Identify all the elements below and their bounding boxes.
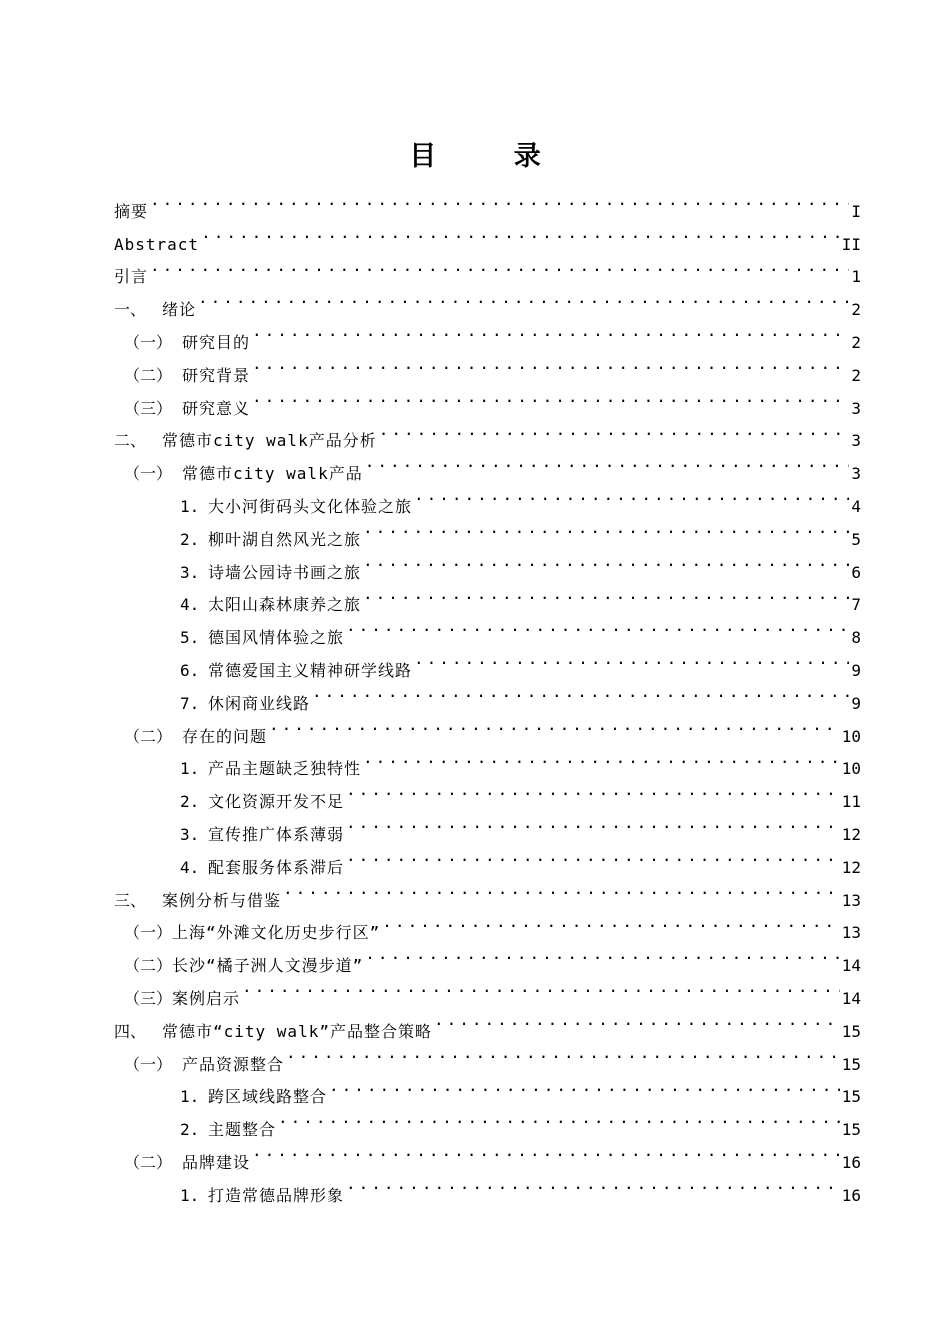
toc-entry-page-number: 11	[841, 792, 861, 812]
toc-entry-page-number: I	[851, 201, 861, 221]
dot-leader	[346, 610, 849, 643]
toc-entry-number: 1.	[180, 759, 200, 779]
toc-entry-page-number: 16	[841, 1152, 861, 1172]
toc-entry-number: （一）	[124, 1054, 173, 1074]
toc-entry[interactable]	[114, 250, 861, 287]
toc-entry-number: 7.	[180, 693, 200, 713]
toc-entry-number: 1.	[180, 496, 200, 516]
toc-entry-title: 上海“外滩文化历史步行区”	[172, 923, 381, 943]
dot-leader	[278, 1102, 840, 1135]
toc-entry-title: 绪论	[162, 300, 197, 320]
toc-entry-title: 研究意义	[182, 398, 251, 418]
toc-entry-page-number: 15	[841, 1087, 861, 1107]
toc-entry-page-number: 5	[851, 529, 861, 549]
toc-entry-title: 常德市“city walk”产品整合策略	[162, 1021, 432, 1041]
dot-leader	[414, 479, 849, 512]
toc-entry-page-number: 12	[841, 824, 861, 844]
page-title: 目 录	[409, 141, 575, 172]
toc-entry-number: 4.	[180, 857, 200, 877]
toc-entry-number: 2.	[180, 1120, 200, 1140]
toc-entry-page-number: 1	[851, 267, 861, 287]
toc-entry-page-number: 3	[851, 464, 861, 484]
dot-leader	[198, 282, 849, 315]
dot-leader	[283, 873, 840, 906]
toc-entry-page-number: 2	[851, 332, 861, 352]
toc-entry-number: 四、	[114, 1021, 147, 1041]
toc-entry-number: （三）	[124, 988, 173, 1008]
toc-entry-title: 案例启示	[172, 988, 241, 1008]
dot-leader	[242, 971, 840, 1004]
dot-leader	[379, 414, 850, 447]
toc-entry-number: （二）	[124, 1152, 173, 1172]
toc-entry[interactable]	[114, 184, 861, 221]
toc-entry-title: 常德爱国主义精神研学线路	[208, 660, 413, 680]
toc-entry[interactable]	[114, 282, 861, 320]
toc-entry-title: 配套服务体系滞后	[208, 857, 345, 877]
toc-entry-page-number: 15	[841, 1054, 861, 1074]
toc-entry-page-number: 3	[851, 431, 861, 451]
dot-leader	[414, 643, 849, 676]
dot-leader	[286, 1037, 840, 1070]
toc-entry-number: 6.	[180, 660, 200, 680]
dot-leader	[312, 676, 849, 709]
toc-entry-number: （二）	[124, 365, 173, 385]
toc-entry-title: 品牌建设	[182, 1152, 251, 1172]
toc-entry-title: 跨区域线路整合	[208, 1087, 328, 1107]
toc-entry-title: 产品主题缺乏独特性	[208, 759, 362, 779]
toc-entry-title: 文化资源开发不足	[208, 792, 345, 812]
toc-entry-page-number: 3	[851, 398, 861, 418]
toc-entry-title: 休闲商业线路	[208, 693, 311, 713]
toc-entry-title: Abstract	[114, 234, 200, 254]
toc-entry-number: 一、	[114, 300, 147, 320]
toc-entry-number: （一）	[124, 464, 173, 484]
toc-entry-title: 常德市city walk产品分析	[162, 431, 377, 451]
toc-entry-title: 长沙“橘子洲人文漫步道”	[172, 956, 364, 976]
toc-entry[interactable]	[114, 217, 861, 254]
toc-entry-title: 研究目的	[182, 332, 251, 352]
dot-leader	[346, 774, 840, 807]
toc-entry-number: （二）	[124, 956, 173, 976]
dot-leader	[252, 1135, 840, 1168]
toc-entry-number: 2.	[180, 529, 200, 549]
toc-entry-page-number: 13	[841, 890, 861, 910]
toc-entry-number: 4.	[180, 595, 200, 615]
dot-leader	[382, 906, 839, 939]
dot-leader	[150, 250, 849, 283]
toc-entry-page-number: 2	[851, 300, 861, 320]
toc-entry-page-number: 2	[851, 365, 861, 385]
toc-entry-page-number: 7	[851, 595, 861, 615]
toc-entry-title: 柳叶湖自然风光之旅	[208, 529, 362, 549]
toc-entry-title: 主题整合	[208, 1120, 277, 1140]
table-of-contents	[114, 184, 861, 1205]
toc-entry-page-number: 6	[851, 562, 861, 582]
toc-entry-page-number: 14	[841, 956, 861, 976]
toc-entry-title: 宣传推广体系薄弱	[208, 824, 345, 844]
toc-entry-number: （一）	[124, 332, 173, 352]
toc-entry-number: 三、	[114, 890, 147, 910]
toc-entry-number: （二）	[124, 726, 173, 746]
toc-entry-title: 存在的问题	[182, 726, 268, 746]
dot-leader	[201, 217, 840, 250]
dot-leader	[363, 742, 840, 775]
dot-leader	[434, 1004, 840, 1037]
toc-entry-page-number: 9	[851, 660, 861, 680]
toc-entry-page-number: 9	[851, 693, 861, 713]
dot-leader	[346, 1168, 840, 1201]
dot-leader	[329, 1070, 840, 1103]
toc-entry-title: 产品资源整合	[182, 1054, 285, 1074]
dot-leader	[363, 578, 849, 611]
toc-entry-page-number: 4	[851, 496, 861, 516]
toc-entry-title: 案例分析与借鉴	[162, 890, 282, 910]
toc-entry-title: 诗墙公园诗书画之旅	[208, 562, 362, 582]
toc-entry-page-number: 10	[841, 759, 861, 779]
toc-entry-title: 摘要	[114, 201, 149, 221]
dot-leader	[365, 446, 850, 479]
toc-entry-number: （三）	[124, 398, 173, 418]
dot-leader	[252, 315, 849, 348]
toc-entry-page-number: 8	[851, 628, 861, 648]
toc-entry-number: 二、	[114, 431, 147, 451]
toc-entry-number: 5.	[180, 628, 200, 648]
toc-entry-page-number: II	[841, 234, 861, 254]
dot-leader	[252, 381, 849, 414]
toc-entry-number: 3.	[180, 824, 200, 844]
dot-leader	[346, 840, 840, 873]
toc-entry[interactable]	[114, 315, 861, 352]
dot-leader	[150, 184, 849, 217]
toc-entry-page-number: 15	[841, 1120, 861, 1140]
toc-entry-number: （一）	[124, 923, 173, 943]
toc-entry-title: 引言	[114, 267, 149, 287]
toc-entry-title: 太阳山森林康养之旅	[208, 595, 362, 615]
toc-entry-number: 2.	[180, 792, 200, 812]
toc-entry-page-number: 13	[841, 923, 861, 943]
toc-entry-title: 德国风情体验之旅	[208, 628, 345, 648]
toc-entry-title: 常德市city walk产品	[182, 464, 363, 484]
dot-leader	[252, 348, 849, 381]
toc-entry-title: 研究背景	[182, 365, 251, 385]
toc-entry-page-number: 16	[841, 1185, 861, 1205]
toc-entry-number: 3.	[180, 562, 200, 582]
toc-entry-page-number: 10	[841, 726, 861, 746]
dot-leader	[365, 938, 839, 971]
dot-leader	[363, 512, 849, 545]
toc-entry-number: 1.	[180, 1087, 200, 1107]
toc-entry-title: 打造常德品牌形象	[208, 1185, 345, 1205]
toc-entry-page-number: 14	[841, 988, 861, 1008]
dot-leader	[346, 807, 840, 840]
dot-leader	[269, 709, 840, 742]
toc-entry-number: 1.	[180, 1185, 200, 1205]
toc-entry-page-number: 15	[841, 1021, 861, 1041]
toc-entry-title: 大小河街码头文化体验之旅	[208, 496, 413, 516]
toc-entry-page-number: 12	[841, 857, 861, 877]
dot-leader	[363, 545, 849, 578]
